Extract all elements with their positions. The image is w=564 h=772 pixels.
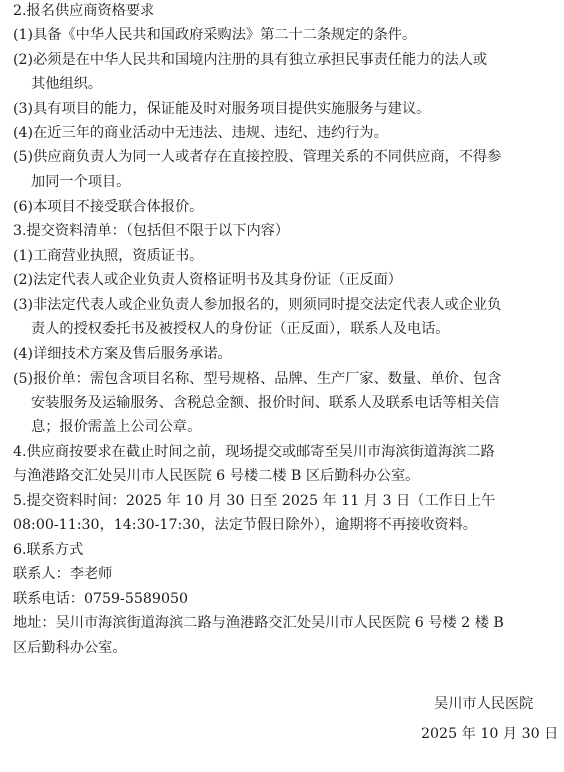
signature-date: 2025 年 10 月 30 日 [421,726,559,742]
text-line: (6)本项目不接受联合体报价。 [13,199,204,215]
text-line: (4)详细技术方案及售后服务承诺。 [13,346,232,362]
section-heading-materials: 3.提交资料清单：（包括但不限于以下内容） [13,223,290,239]
text-line: (5)供应商负责人为同一人或者存在直接控股、管理关系的不同供应商，不得参 [13,149,502,165]
text-line: 08:00-11:30，14:30-17:30，法定节假日除外），逾期将不再接收资料。 [13,517,477,533]
contact-person: 联系人：李老师 [13,566,113,582]
section-heading-contact: 6.联系方式 [13,542,84,558]
text-line: 责人的授权委托书及被授权人的身份证（正反面），联系人及电话。 [31,321,450,337]
text-line: 加同一个项目。 [31,174,131,190]
text-line: (1)具备《中华人民共和国政府采购法》第二十二条规定的条件。 [13,27,417,43]
text-line: (2)必须是在中华人民共和国境内注册的具有独立承担民事责任能力的法人或 [13,52,488,68]
text-line: 其他组织。 [31,76,102,92]
text-line: (1)工商营业执照，资质证书。 [13,248,204,264]
text-line: (4)在近三年的商业活动中无违法、违规、违纪、违约行为。 [13,125,388,141]
section-heading-submission: 4.供应商按要求在截止时间之前，现场提交或邮寄至吴川市海滨街道海滨二路 [13,444,495,460]
contact-phone: 联系电话：0759-5589050 [13,591,189,607]
text-line: (3)非法定代表人或企业负责人参加报名的，则须同时提交法定代表人或企业负 [13,297,502,313]
signature-org: 吴川市人民医院 [434,696,534,712]
text-line: 息；报价需盖上公司公章。 [31,419,202,435]
text-line: 安装服务及运输服务、含税总金额、报价时间、联系人及联系电话等相关信 [31,395,500,411]
text-line: 区后勤科办公室。 [13,640,127,656]
contact-address: 地址：吴川市海滨街道海滨二路与渔港路交汇处吴川市人民医院 6 号楼 2 楼 B [13,615,504,631]
section-heading-time: 5.提交资料时间：2025 年 10 月 30 日至 2025 年 11 月 3 日（工作日上午 [13,493,496,509]
text-line: (2)法定代表人或企业负责人资格证明书及其身份证（正反面） [13,272,402,288]
text-line: (5)报价单：需包含项目名称、型号规格、品牌、生产厂家、数量、单价、包含 [13,371,502,387]
text-line: 与渔港路交汇处吴川市人民医院 6 号楼二楼 B 区后勤科办公室。 [13,468,420,484]
text-line: (3)具有项目的能力，保证能及时对服务项目提供实施服务与建议。 [13,101,431,117]
section-heading-qualifications: 2.报名供应商资格要求 [13,3,155,19]
